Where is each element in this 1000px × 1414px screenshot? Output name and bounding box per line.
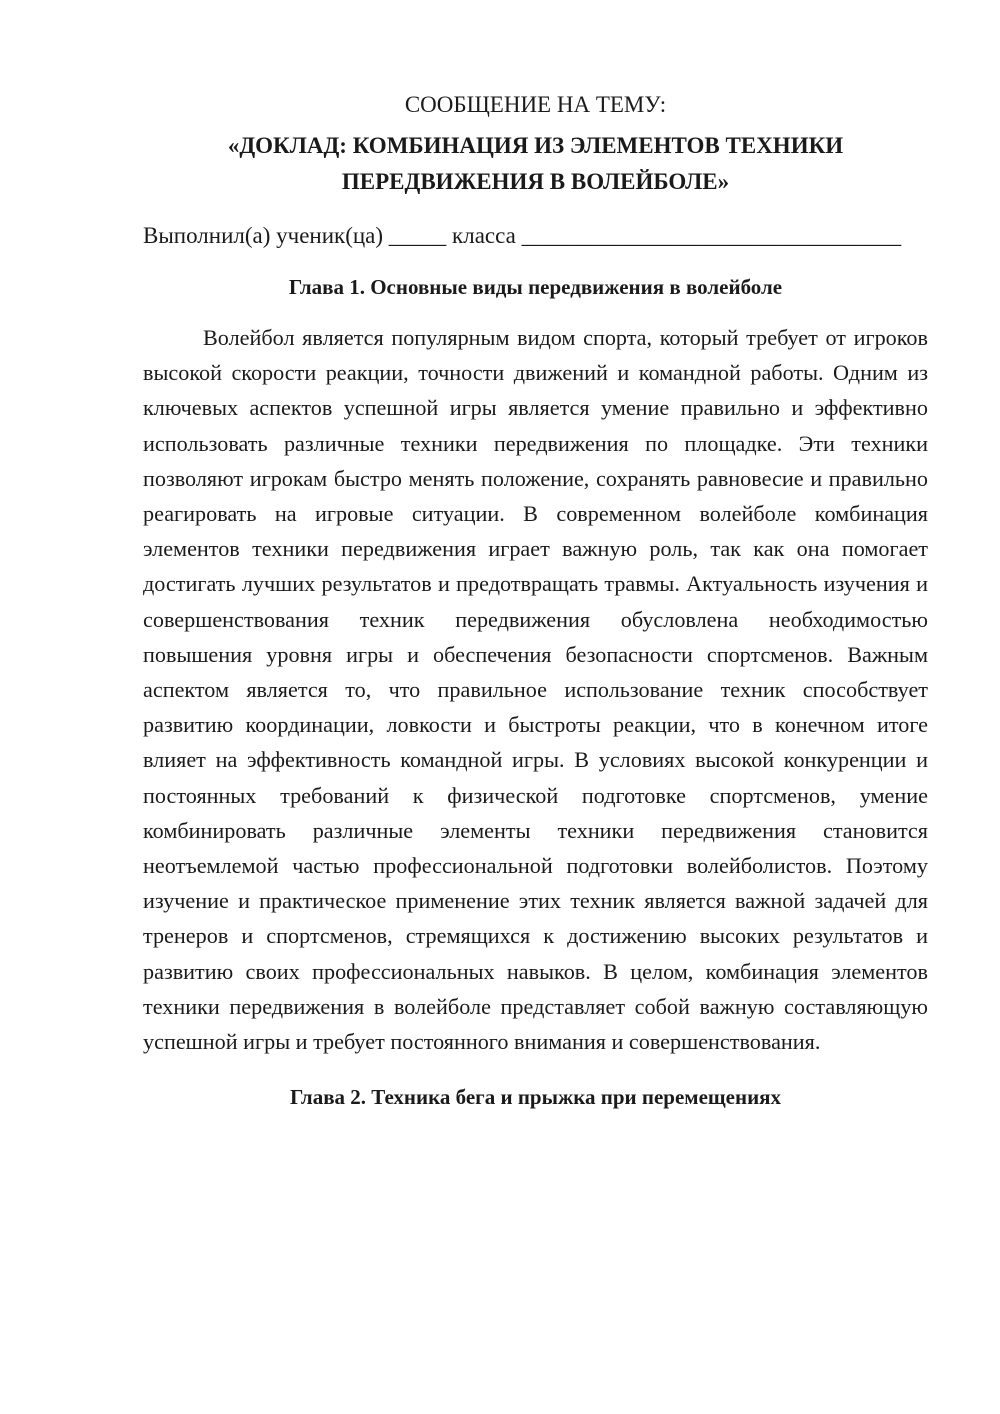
report-title <box>143 128 928 200</box>
document-page <box>143 88 928 1113</box>
chapter-2-heading: Глава 2. Техника бега и прыжка при перемещениях <box>289 1085 782 1110</box>
report-title-line-2: ПЕРЕДВИЖЕНИЯ В ВОЛЕЙБОЛЕ» <box>341 169 730 194</box>
report-header: СООБЩЕНИЕ НА ТЕМУ: <box>404 92 667 117</box>
author-line: Выполнил(а) ученик(ца) _____ класса _________________________________ <box>143 223 902 248</box>
chapter-1-paragraph: Волейбол является популярным видом спорта, который требует от игроков высокой скорости реакции, точности движений и командной работы. Одним из ключевых аспектов успешной игры является умение правильно и эффективно использовать различные техники передвижения по площадке. Эти техники позволяют игрокам быстро менять положение, сохранять равновесие и правильно реагировать на игровые ситуации. В современном волейболе комбинация элементов техники передвижения играет важную роль, так как она помогает достигать лучших результатов и предотвращать травмы. Актуальность изучения и совершенствования техник передвижения обусловлена необходимостью повышения уровня игры и обеспечения безопасности спортсменов. Важным аспектом является то, что правильное использование техник способствует развитию координации, ловкости и быстроты реакции, что в конечном итоге влияет на эффективность командной игры. В условиях высокой конкуренции и постоянных требований к физической подготовке спортсменов, умение комбинировать различные элементы техники передвижения становится неотъемлемой частью профессиональной подготовки волейболистов. Поэтому изучение и практическое применение этих техник является важной задачей для тренеров и спортсменов, стремящихся к достижению высоких результатов и развитию своих профессиональных навыков. В целом, комбинация элементов техники передвижения в волейболе представляет собой важную составляющую успешной игры и требует постоянного внимания и совершенствования. <box>143 325 928 1055</box>
chapter-1-heading: Глава 1. Основные виды передвижения в волейболе <box>288 275 783 299</box>
report-title-line-1: «ДОКЛАД: КОМБИНАЦИЯ ИЗ ЭЛЕМЕНТОВ ТЕХНИКИ <box>227 133 844 158</box>
